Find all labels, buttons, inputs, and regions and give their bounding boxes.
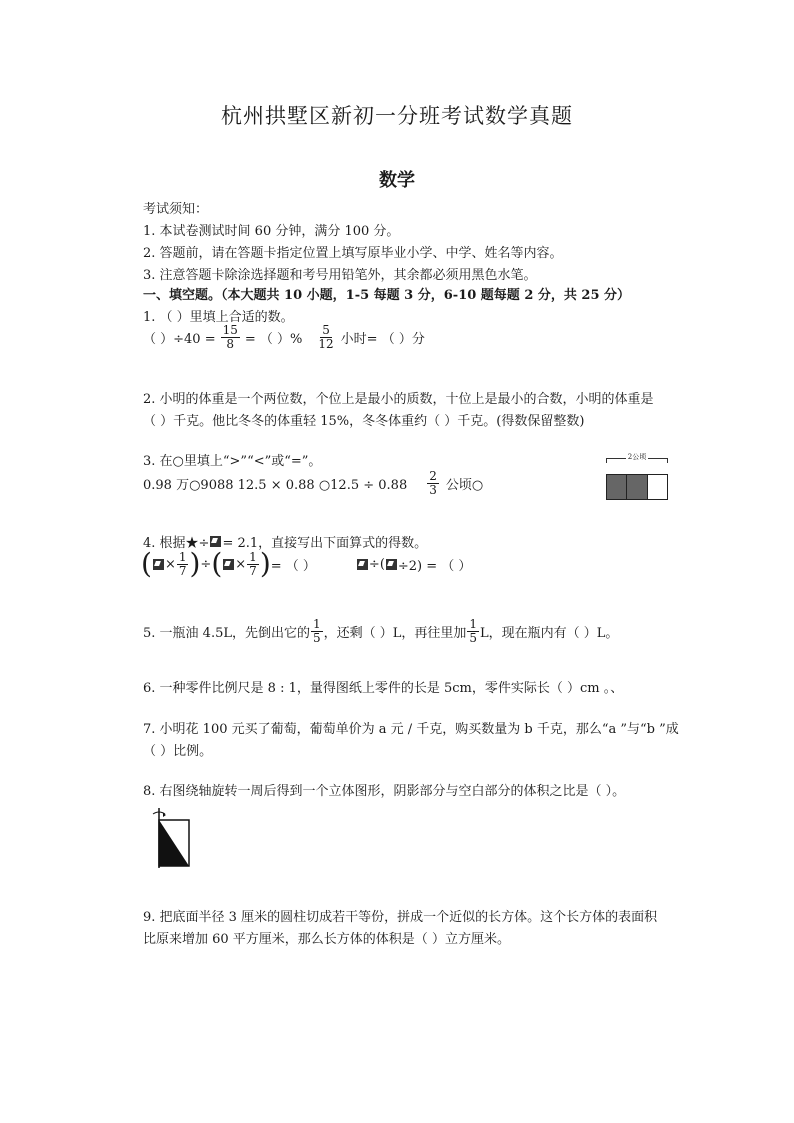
question-8: 8. 右图绕轴旋转一周后得到一个立体图形，阴影部分与空白部分的体积之比是（ ）。	[143, 784, 626, 799]
q4-expr-a-tail: = （ ）	[270, 558, 316, 574]
image-box-icon	[153, 559, 164, 570]
left-paren: (	[211, 547, 223, 580]
q4-text: 4. 根据★÷	[143, 536, 210, 551]
shaded-part	[627, 475, 647, 499]
shaded-part	[607, 475, 627, 499]
q1-fraction-b	[316, 324, 335, 350]
blank-part	[648, 475, 667, 499]
figure-label: 2公顷	[627, 453, 647, 461]
notice-item: 2. 答题前，请在答题卡指定位置上填写原毕业小学、中学、姓名等内容。	[143, 246, 563, 261]
question-3-expression	[143, 470, 483, 496]
question-2-line-1: 2. 小明的体重是一个两位数，个位上是最小的质数，十位上是最小的合数，小明的体重是	[143, 392, 654, 407]
notice-item: 3. 注意答题卡除涂选择题和考号用铅笔外，其余都必须用黑色水笔。	[143, 268, 537, 283]
q1-part-c: 小时= （ ）分	[340, 331, 425, 347]
times-sign: ×	[164, 556, 176, 572]
q4-expr-b-mid: ÷2) = （ ）	[397, 558, 472, 574]
fraction-denominator: 7	[178, 563, 187, 578]
fraction-numerator: 1	[469, 617, 478, 631]
fraction-numerator: 1	[312, 617, 321, 631]
area-rectangle	[606, 474, 668, 500]
right-paren: )	[259, 547, 271, 580]
times-sign: ×	[235, 556, 247, 572]
fraction-numerator: 1	[178, 549, 187, 564]
q1-part-b: = （ ）%	[244, 331, 303, 347]
q4-expr-b: ÷(	[368, 556, 385, 572]
question-3: 3. 在○里填上“>”“<”或“=”。	[143, 454, 322, 469]
fraction-numerator: 2	[429, 469, 437, 483]
q5-text-c: L，现在瓶内有（ ）L。	[480, 625, 619, 641]
q4-fraction	[247, 551, 259, 577]
question-9-line-2: 比原来增加 60 平方厘米，那么长方体的体积是（ ）立方厘米。	[143, 932, 510, 947]
notice-item: 1. 本试卷测试时间 60 分钟，满分 100 分。	[143, 224, 400, 239]
right-paren: )	[189, 547, 201, 580]
q1-part-a: （ ）÷40 =	[143, 331, 216, 347]
image-box-icon	[357, 559, 368, 570]
fraction-denominator: 7	[249, 563, 257, 578]
fraction-denominator: 8	[226, 336, 235, 351]
q3-expression: 0.98 万○9088 12.5 × 0.88 ○12.5 ÷ 0.88	[143, 477, 408, 493]
left-paren: (	[141, 547, 152, 580]
q3-fraction	[427, 470, 439, 496]
q5-fraction-2	[467, 618, 479, 644]
fraction-numerator: 15	[222, 323, 238, 337]
subject-heading: 数学	[379, 170, 415, 191]
image-box-icon	[386, 559, 397, 570]
page-title: 杭州拱墅区新初一分班考试数学真题	[221, 104, 573, 128]
q4-fraction	[177, 551, 189, 577]
fraction-numerator: 1	[249, 549, 257, 564]
question-7-line-1: 7. 小明花 100 元买了葡萄，葡萄单价为 a 元 / 千克，购买数量为 b 千克，那么“a ”与“b ”成	[143, 722, 679, 737]
image-box-icon	[210, 536, 221, 547]
question-1-expression	[143, 324, 425, 350]
notice-heading: 考试须知：	[143, 202, 209, 217]
q3-area-figure	[606, 452, 668, 502]
fraction-numerator: 5	[322, 323, 330, 337]
divide-sign: ÷	[200, 556, 212, 572]
fraction-denominator: 3	[429, 482, 437, 497]
q5-text-b: ，还剩（ ）L，再往里加	[323, 625, 467, 641]
section-heading: 一、填空题。（本大题共 10 小题，1-5 每题 3 分，6-10 题每题 2 分，共 25 分）	[143, 288, 631, 303]
question-7-line-2: （ ）比例。	[143, 744, 213, 759]
image-box-icon	[223, 559, 234, 570]
question-4-expressions	[141, 547, 472, 580]
fraction-denominator: 12	[318, 336, 334, 351]
question-1: 1. （ ）里填上合适的数。	[143, 310, 294, 325]
q4-text-tail: = 2.1，直接写出下面算式的得数。	[222, 536, 428, 551]
question-5	[143, 618, 618, 644]
q5-text-a: 5. 一瓶油 4.5L，先倒出它的	[143, 625, 310, 641]
question-9-line-1: 9. 把底面半径 3 厘米的圆柱切成若干等份，拼成一个近似的长方体。这个长方体的表面积	[143, 910, 658, 925]
fraction-denominator: 5	[469, 630, 478, 645]
q1-fraction-a	[221, 324, 240, 350]
q3-tail: 公顷○	[445, 477, 484, 493]
question-4	[143, 532, 427, 551]
rotation-figure	[143, 806, 195, 876]
q5-fraction-1	[311, 618, 323, 644]
question-2-line-2: （ ）千克。他比冬冬的体重轻 15%，冬冬体重约（ ）千克。(得数保留整数)	[143, 414, 585, 429]
fraction-denominator: 5	[312, 630, 321, 645]
question-6: 6. 一种零件比例尺是 8 : 1，量得图纸上零件的长是 5cm，零件实际长（ ）cm 。、	[143, 681, 624, 696]
